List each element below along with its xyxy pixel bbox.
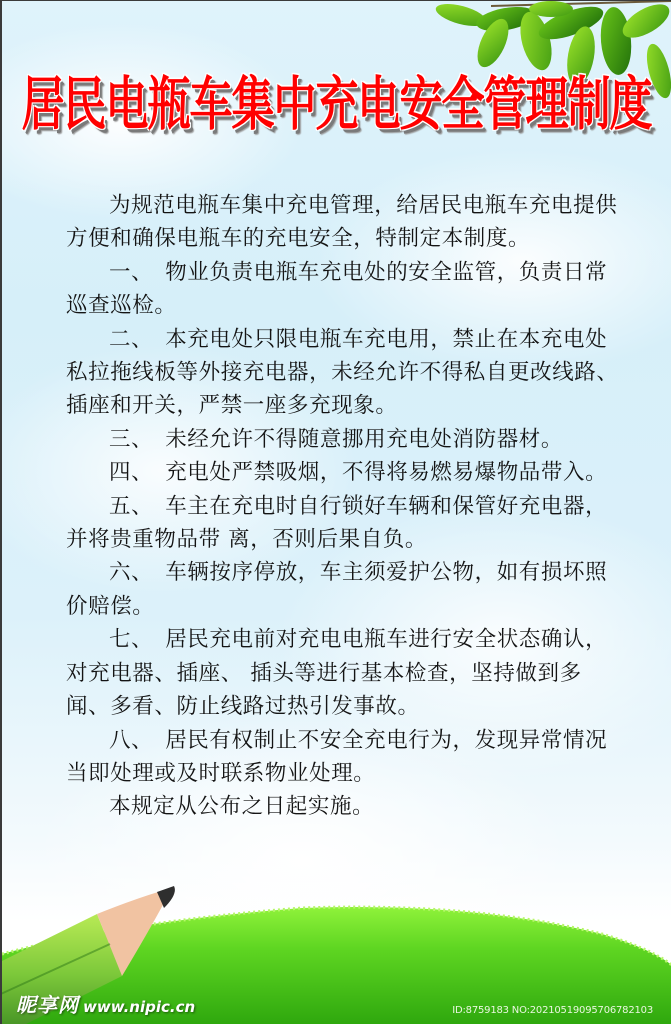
rule-item: [66, 323, 624, 423]
rule-item: [66, 490, 624, 557]
rule-number: 四、: [109, 460, 154, 486]
rule-item: [66, 724, 624, 791]
rule-number: 一、: [109, 259, 154, 285]
rule-text: 未经允许不得随意挪用充电处消防器材。: [165, 426, 564, 452]
rule-item: [66, 456, 624, 489]
rule-text: 物业负责电瓶车充电处的安全监管，负责日常巡查巡检。: [66, 259, 608, 319]
regulation-body: [66, 189, 624, 824]
rule-text: 居民充电前对充电电瓶车进行安全状态确认，对充电器、插座、 插头等进行基本检查，坚持做到多闻、多看、防止线路过热引发事故。: [66, 627, 608, 720]
closing-statement: 本规定从公布之日起实施。: [109, 794, 375, 820]
rule-text: 充电处严禁吸烟，不得将易燃易爆物品带入。: [165, 460, 608, 486]
rule-number: 八、: [109, 727, 154, 753]
image-id-label: ID:8759183 NO:20210519095706782103: [452, 1005, 653, 1016]
rule-item: [66, 423, 624, 456]
site-watermark: [16, 989, 195, 1018]
rule-text: 居民有权制止不安全充电行为，发现异常情况当即处理或及时联系物业处理。: [66, 727, 608, 786]
rule-item: [66, 623, 624, 723]
rule-text: 本充电处只限电瓶车充电用，禁止在本充电处私拉拖线板等外接充电器，未经允许不得私自更改线路、插座和开关，严禁一座多充现象。: [66, 326, 619, 419]
rule-number: 六、: [109, 560, 154, 586]
rule-item: [66, 256, 624, 323]
rule-text: 车主在充电时自行锁好车辆和保管好充电器，并将贵重物品带 离，否则后果自负。: [66, 493, 608, 553]
watermark-brand: 昵享网: [16, 993, 79, 1017]
rule-number: 二、: [109, 326, 154, 352]
rule-number: 五、: [109, 493, 154, 519]
intro-paragraph: 为规范电瓶车集中充电管理，给居民电瓶车充电提供方便和确保电瓶车的充电安全，特制定本制度。: [66, 193, 618, 252]
page-title: 居民电瓶车集中充电安全管理制度: [21, 71, 652, 139]
rule-text: 车辆按序停放，车主须爱护公物，如有损坏照价赔偿。: [66, 560, 608, 619]
watermark-url: www.nipic.cn: [83, 998, 196, 1016]
rule-number: 七、: [109, 627, 154, 653]
rule-number: 三、: [109, 426, 154, 452]
rule-item: [66, 556, 624, 623]
